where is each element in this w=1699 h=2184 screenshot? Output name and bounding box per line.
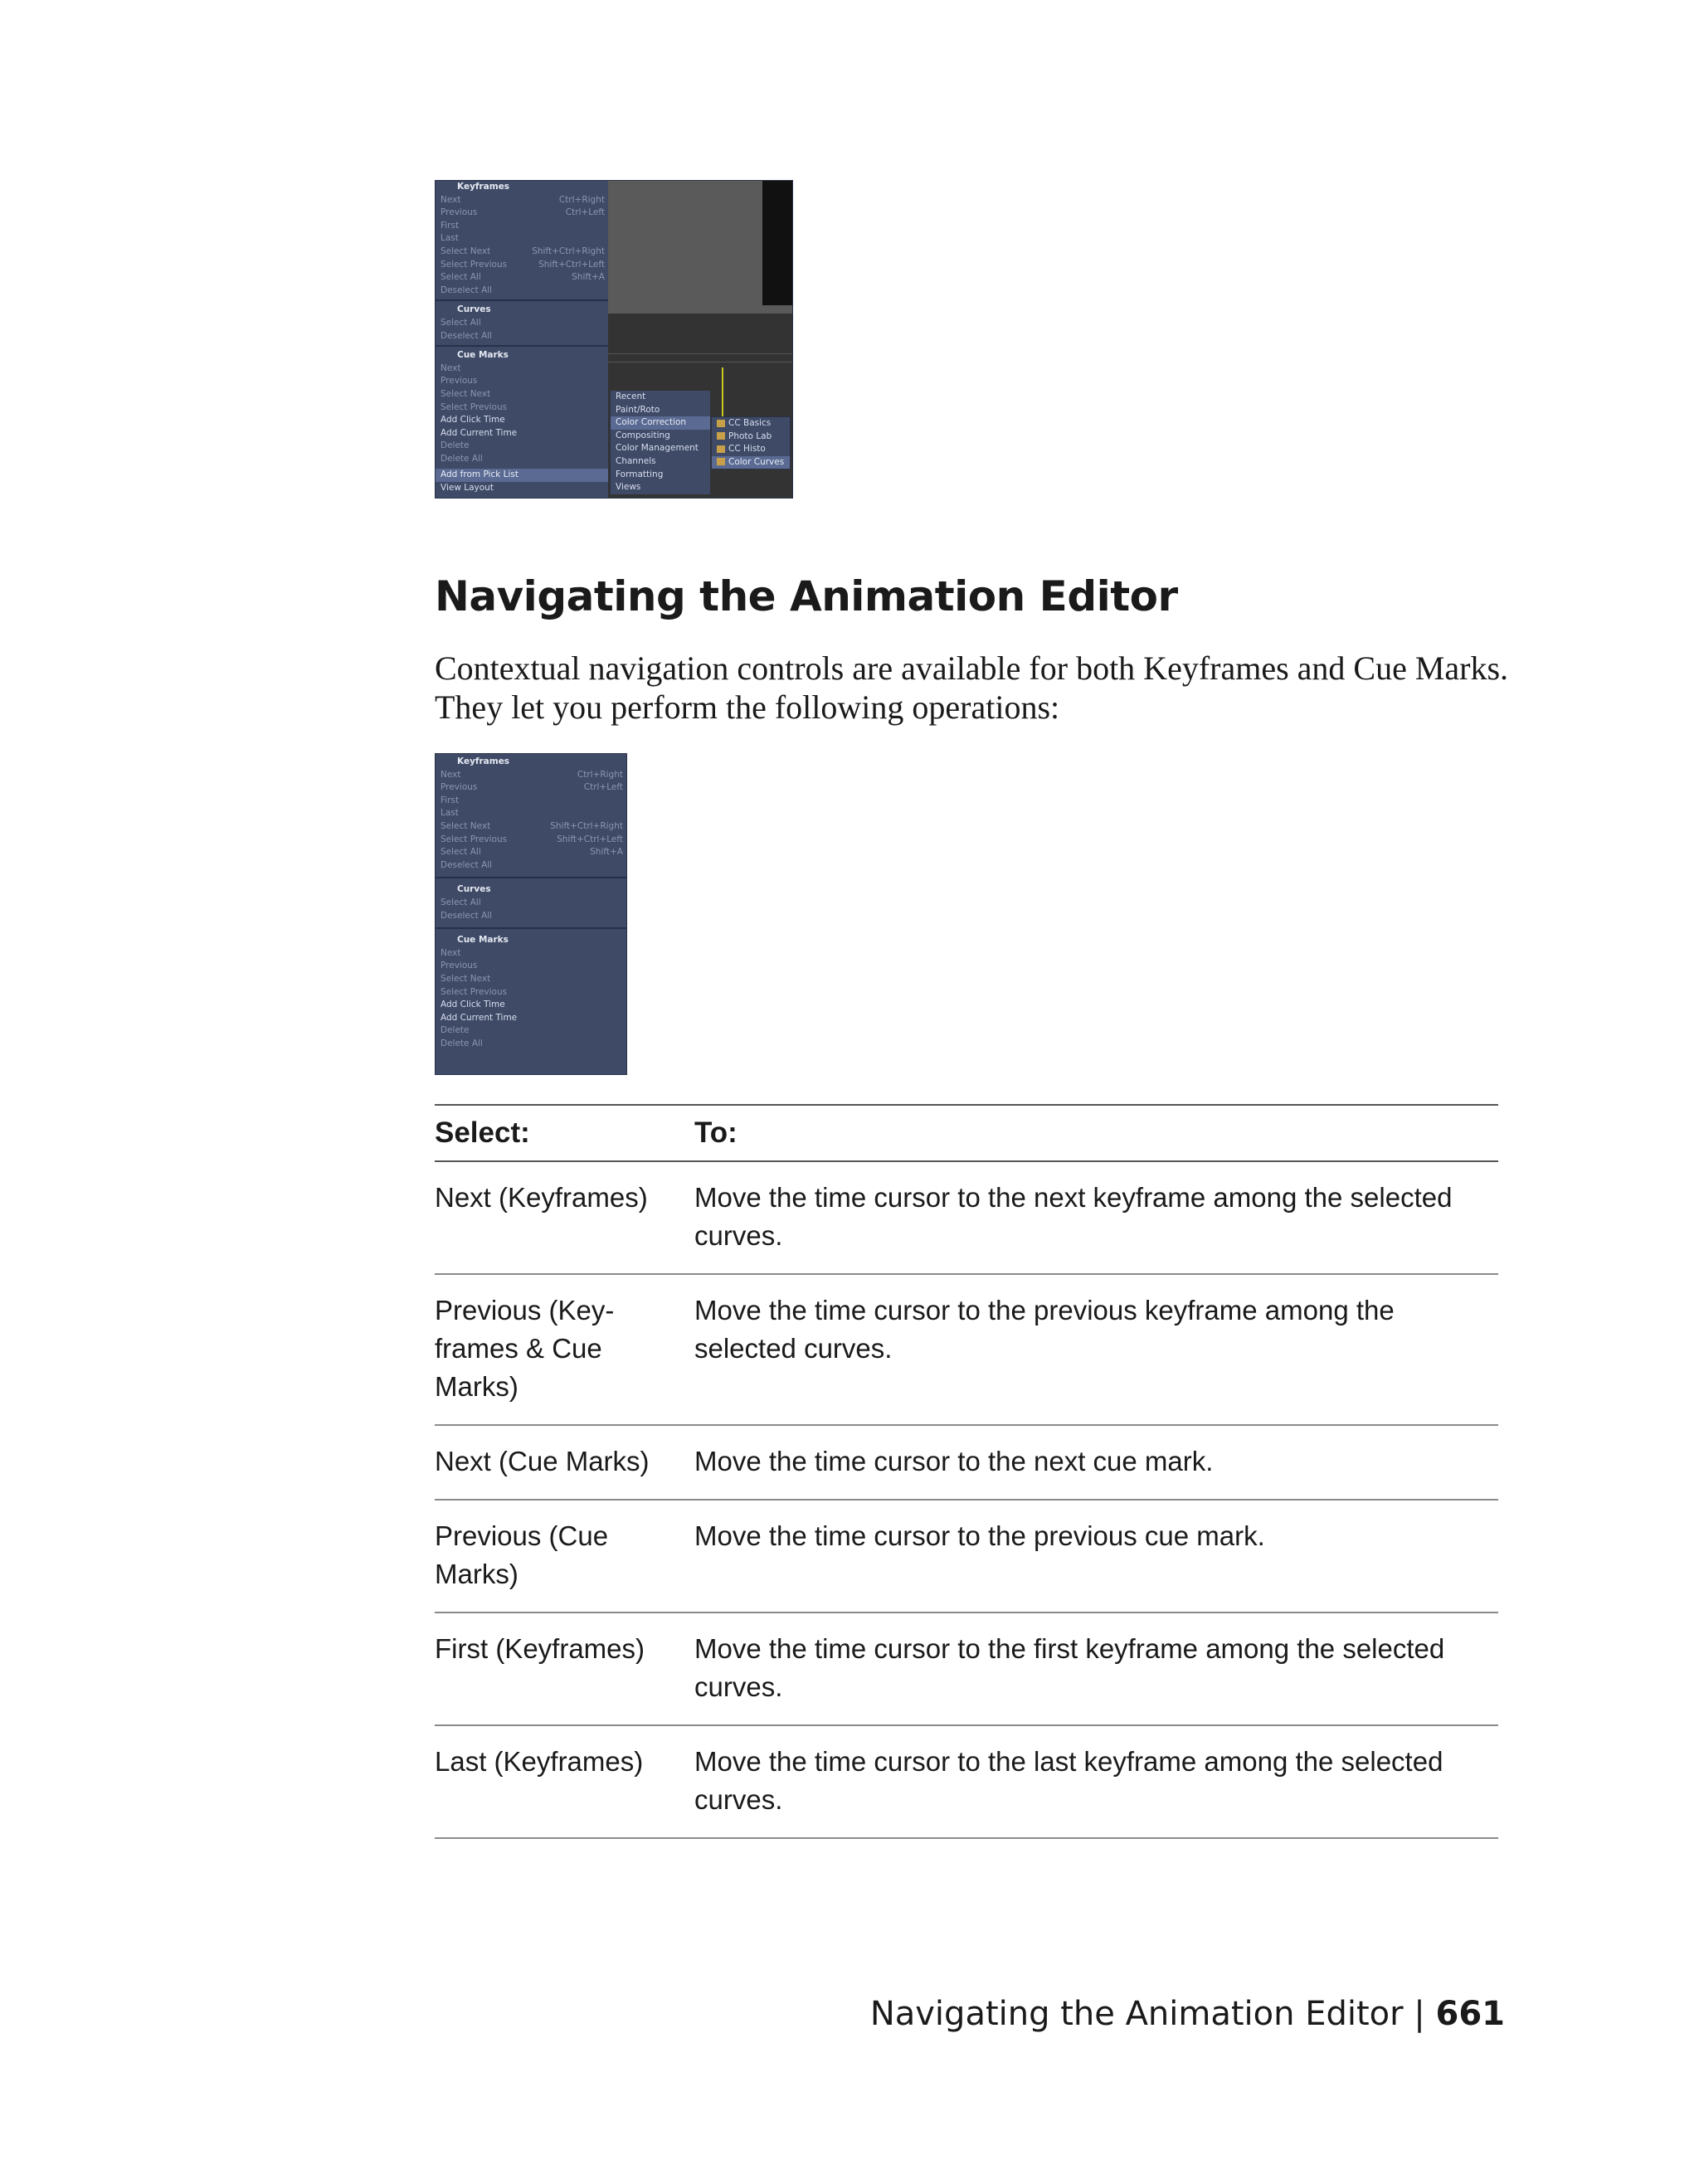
menu-item-label: Select Next	[441, 820, 491, 831]
menu-item[interactable]	[436, 469, 608, 482]
menu-item[interactable]	[436, 947, 626, 961]
effect-icon	[717, 445, 725, 453]
menu-item[interactable]	[436, 986, 626, 1000]
menu-item[interactable]	[436, 414, 608, 427]
bottom-menu-items	[436, 469, 608, 494]
menu-item[interactable]	[611, 442, 710, 455]
menu-item-label: Add Current Time	[441, 1012, 518, 1023]
menu-item-label: Next	[441, 947, 461, 958]
menu-item[interactable]	[436, 246, 608, 259]
effect-icon	[717, 420, 725, 427]
navigation-menu-screenshot	[435, 753, 627, 1075]
menu-item-label: Color Management	[616, 443, 699, 454]
menu-item-label: CC Histo	[728, 444, 766, 455]
menu-item[interactable]	[436, 427, 608, 440]
page-number: 661	[1435, 1995, 1505, 2033]
menu-item-content	[717, 443, 766, 456]
menu-item[interactable]	[436, 259, 608, 272]
page-footer	[870, 1995, 1505, 2033]
footer-title: Navigating the Animation Editor	[869, 1995, 1404, 2033]
action-cell: Move the time cursor to the first keyframe among the selected curves.	[694, 1633, 1445, 1702]
menu-header-curves: Curves	[457, 884, 491, 895]
effects-submenu	[610, 391, 710, 494]
table-row	[435, 1274, 1498, 1425]
menu-item[interactable]	[436, 910, 626, 923]
menu-item[interactable]	[436, 960, 626, 973]
keyframes-menu-items	[436, 769, 626, 873]
menu-item-label: Formatting	[616, 469, 664, 479]
menu-item-label: Next	[441, 194, 461, 205]
select-cell: Previous (Cue Marks)	[435, 1520, 609, 1589]
select-cell: Next (Cue Marks)	[435, 1446, 650, 1476]
keyframes-menu-items	[436, 194, 608, 298]
menu-header-keyframes: Keyframes	[457, 756, 510, 766]
menu-item-shortcut: Shift+Ctrl+Right	[550, 820, 623, 831]
menu-item-label: Next	[441, 769, 461, 780]
menu-item[interactable]	[436, 846, 626, 859]
menu-item-label: Delete	[441, 1025, 470, 1036]
menu-item-label: Select Next	[441, 388, 491, 399]
cue-marks-menu-items	[436, 362, 608, 466]
intro-paragraph: Contextual navigation controls are available for both Keyframes and Cue Marks. They let you perform the following operations:	[435, 649, 1509, 726]
menu-item-label: Add Current Time	[441, 427, 518, 438]
menu-item-label: Delete All	[441, 1038, 483, 1048]
menu-item-label: Compositing	[616, 430, 670, 440]
menu-header-curves: Curves	[457, 304, 491, 315]
menu-header-cue-marks: Cue Marks	[457, 935, 509, 946]
menu-item-shortcut: Ctrl+Right	[577, 769, 623, 780]
menu-item-shortcut: Shift+A	[572, 272, 605, 283]
navigation-menu	[436, 754, 626, 1074]
menu-item-label: Select Previous	[441, 834, 508, 844]
menu-item-label: Next	[441, 362, 461, 373]
menu-item-content	[717, 456, 784, 469]
menu-item-label: First	[441, 220, 460, 231]
menu-item-shortcut: Shift+A	[590, 847, 623, 858]
menu-header-cue-marks: Cue Marks	[457, 350, 509, 361]
menu-item[interactable]	[436, 388, 608, 401]
menu-item[interactable]	[611, 455, 710, 469]
menu-item-content	[717, 417, 771, 430]
menu-item[interactable]	[436, 795, 626, 808]
menu-item-label: Select All	[441, 272, 481, 283]
menu-item[interactable]	[436, 973, 626, 986]
menu-item[interactable]	[611, 469, 710, 482]
section-title: Navigating the Animation Editor	[435, 572, 1178, 620]
column-header-to: To:	[694, 1116, 738, 1149]
table-body	[435, 1161, 1498, 1838]
menu-item[interactable]	[436, 440, 608, 453]
menu-item[interactable]	[436, 482, 608, 495]
context-menu-screenshot	[435, 180, 793, 499]
menu-item[interactable]	[436, 207, 608, 220]
select-cell: Next (Keyframes)	[435, 1182, 648, 1213]
menu-item[interactable]	[436, 232, 608, 246]
curves-menu-items	[436, 897, 626, 922]
menu-item-label: Paint/Roto	[616, 404, 660, 415]
effect-icon	[717, 432, 725, 440]
action-cell: Move the time cursor to the last keyframe among the selected curves.	[694, 1746, 1443, 1815]
menu-item-shortcut: Ctrl+Left	[565, 207, 605, 218]
menu-item-label: Add Click Time	[441, 415, 505, 426]
menu-item-label: Previous	[441, 376, 478, 387]
table-row	[435, 1612, 1498, 1725]
menu-item[interactable]	[436, 769, 626, 782]
menu-item-label: Previous	[441, 207, 478, 218]
menu-item[interactable]	[611, 404, 710, 417]
effect-icon	[717, 458, 725, 465]
menu-item[interactable]	[436, 999, 626, 1012]
menu-item-label: Last	[441, 808, 459, 819]
menu-item-label: Deselect All	[441, 285, 493, 295]
menu-item-label: Photo Lab	[728, 430, 772, 441]
menu-item-label: Select Previous	[441, 986, 508, 997]
menu-item[interactable]	[436, 194, 608, 207]
menu-item-label: Select All	[441, 897, 481, 907]
menu-item[interactable]	[436, 859, 626, 873]
menu-item-label: Select All	[441, 847, 481, 858]
menu-item[interactable]	[436, 330, 608, 343]
menu-item-label: Last	[441, 233, 459, 244]
menu-item-label: Select All	[441, 317, 481, 328]
menu-item-label: Previous	[441, 961, 478, 971]
action-cell: Move the time cursor to the previous cue mark.	[694, 1520, 1265, 1551]
menu-item[interactable]	[436, 1012, 626, 1025]
menu-item-label: Select Next	[441, 973, 491, 984]
menu-item[interactable]	[436, 285, 608, 298]
menu-item[interactable]	[611, 391, 710, 404]
column-header-select: Select:	[435, 1116, 530, 1149]
table-row	[435, 1500, 1498, 1612]
context-menu	[436, 181, 608, 498]
viewer-edge	[762, 181, 792, 305]
menu-item-label: View Layout	[441, 483, 494, 494]
menu-item[interactable]	[712, 443, 790, 456]
action-cell: Move the time cursor to the next cue mark.	[694, 1446, 1214, 1476]
cue-marks-menu-items	[436, 947, 626, 1051]
menu-item[interactable]	[712, 456, 790, 469]
menu-item[interactable]	[436, 820, 626, 834]
menu-item-shortcut: Shift+Ctrl+Left	[538, 259, 605, 270]
menu-item-label: First	[441, 795, 460, 805]
menu-item-label: Delete	[441, 440, 470, 451]
select-cell: Last (Keyframes)	[435, 1746, 644, 1777]
menu-item[interactable]	[712, 417, 790, 430]
action-cell: Move the time cursor to the next keyframe among the selected curves.	[694, 1182, 1453, 1251]
menu-item[interactable]	[436, 362, 608, 376]
menu-item[interactable]	[436, 1024, 626, 1038]
footer-separator: |	[1403, 1995, 1436, 2033]
menu-item-label: Previous	[441, 782, 478, 793]
menu-item-label: Add from Pick List	[441, 469, 519, 480]
menu-item-label: Color Correction	[616, 417, 687, 428]
menu-item-shortcut: Ctrl+Left	[583, 782, 623, 793]
menu-item-label: Views	[616, 482, 641, 493]
menu-item[interactable]	[436, 401, 608, 415]
menu-item-shortcut: Shift+Ctrl+Left	[557, 834, 623, 844]
table-row	[435, 1425, 1498, 1500]
select-cell: First (Keyframes)	[435, 1633, 645, 1664]
menu-item[interactable]	[436, 781, 626, 795]
menu-item-content	[717, 430, 772, 444]
menu-item[interactable]	[436, 375, 608, 388]
curves-menu-items	[436, 317, 608, 343]
menu-item-label: Color Curves	[728, 456, 785, 467]
menu-item-label: Channels	[616, 455, 656, 466]
menu-item[interactable]	[611, 481, 710, 494]
color-correction-submenu	[711, 416, 791, 469]
menu-item-label: Select Previous	[441, 259, 508, 270]
menu-item-shortcut: Shift+Ctrl+Right	[532, 246, 605, 256]
menu-item-label: CC Basics	[728, 418, 772, 428]
menu-item-label: Deselect All	[441, 859, 493, 870]
action-cell: Move the time cursor to the previous keyframe among the selected curves.	[694, 1295, 1395, 1364]
menu-item[interactable]	[611, 416, 710, 430]
menu-item-label: Delete All	[441, 453, 483, 464]
menu-item-label: Deselect All	[441, 330, 493, 341]
menu-item[interactable]	[611, 430, 710, 443]
menu-item[interactable]	[712, 430, 790, 444]
menu-item[interactable]	[436, 271, 608, 285]
table-header-row	[435, 1105, 1498, 1161]
menu-item[interactable]	[436, 453, 608, 466]
menu-item-label: Add Click Time	[441, 1000, 505, 1010]
menu-item[interactable]	[436, 834, 626, 847]
menu-item-label: Deselect All	[441, 910, 493, 921]
select-cell: Previous (Key- frames & Cue Marks)	[435, 1295, 615, 1402]
menu-item[interactable]	[436, 897, 626, 910]
menu-item-label: Select Previous	[441, 401, 508, 412]
menu-item-label: Select Next	[441, 246, 491, 256]
menu-header-keyframes: Keyframes	[457, 182, 510, 192]
table-row	[435, 1725, 1498, 1838]
table-row	[435, 1161, 1498, 1274]
menu-item[interactable]	[436, 220, 608, 233]
menu-item-shortcut: Ctrl+Right	[558, 194, 605, 205]
menu-item[interactable]	[436, 807, 626, 820]
menu-item[interactable]	[436, 317, 608, 330]
operations-table	[435, 1104, 1498, 1839]
menu-item[interactable]	[436, 1038, 626, 1051]
menu-item-label: Recent	[616, 392, 646, 401]
